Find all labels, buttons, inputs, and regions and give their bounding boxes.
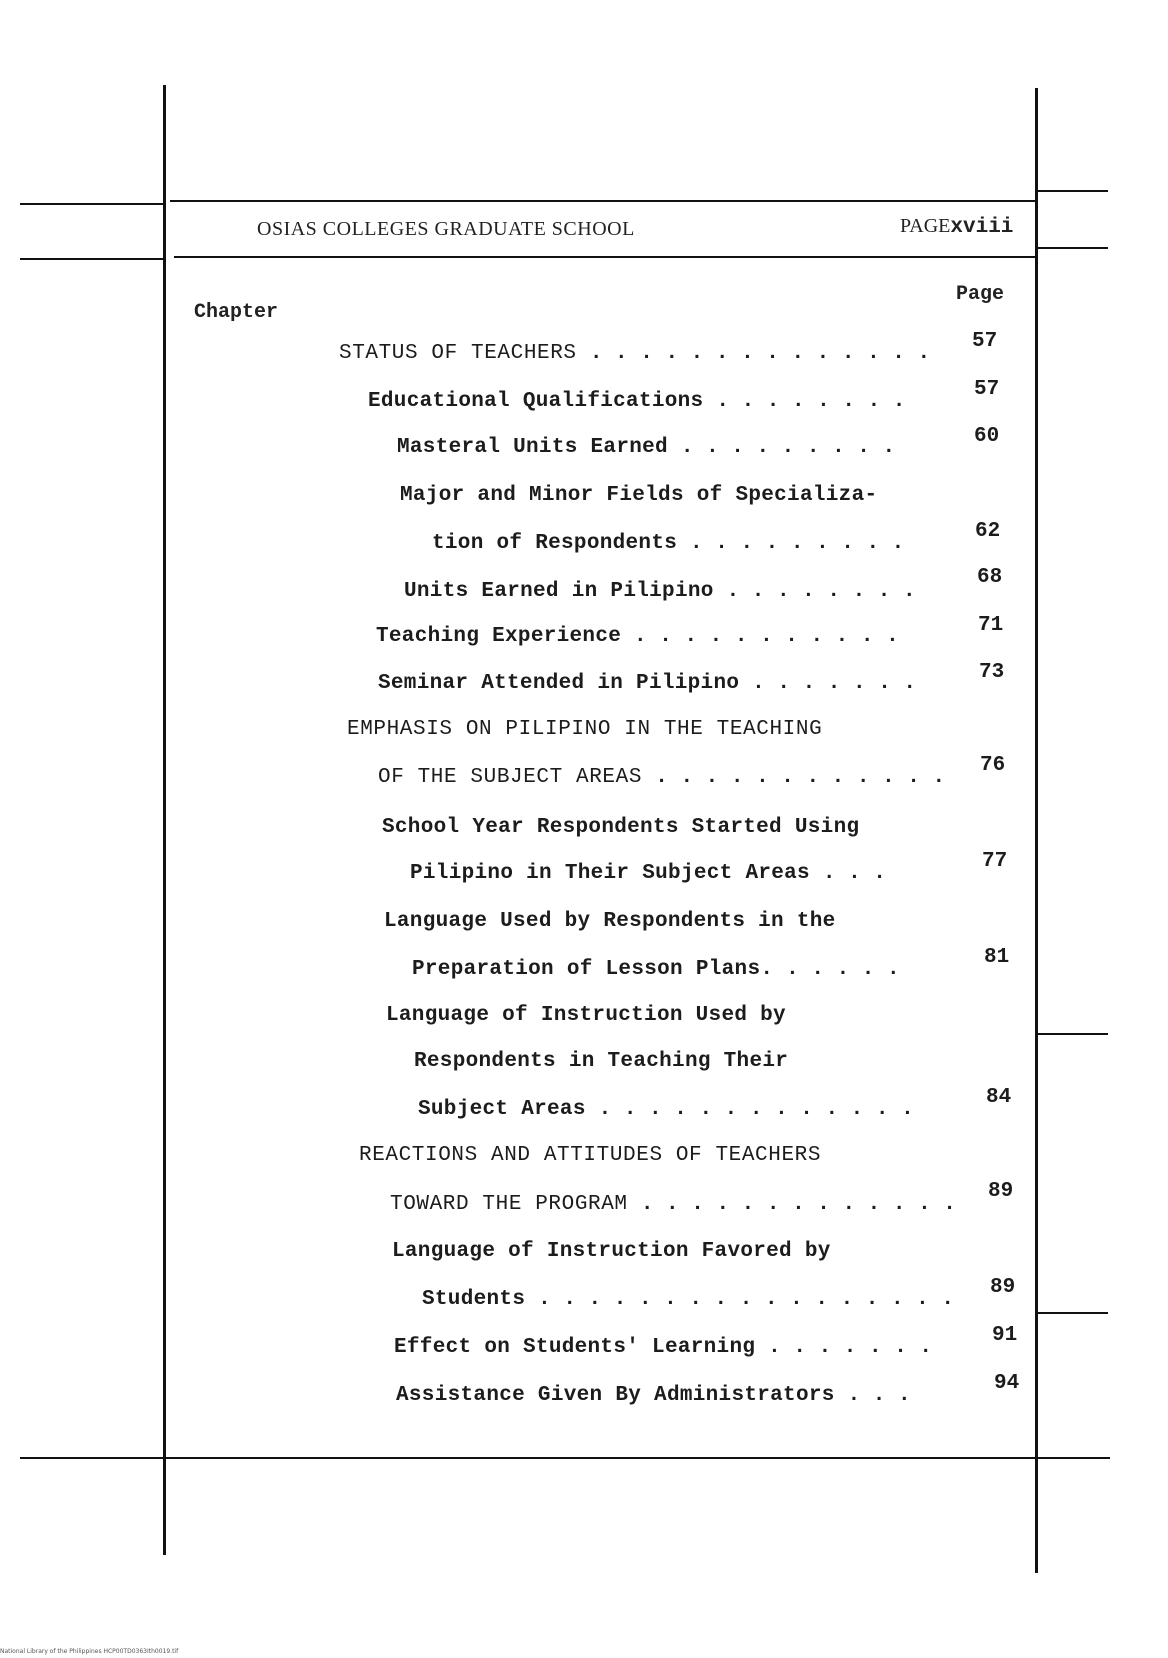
toc-entry: OF THE SUBJECT AREAS . . . . . . . . . . . . [378,766,946,789]
toc-page-number: 89 [988,1180,1014,1203]
institution-header: OSIAS COLLEGES GRADUATE SCHOOL [257,218,635,240]
toc-entry: tion of Respondents . . . . . . . . . [432,532,905,555]
outer-rule-right-mid [1038,1033,1108,1035]
toc-page-number: 71 [978,614,1004,637]
toc-page-number: 73 [979,661,1005,684]
toc-entry: Educational Qualifications . . . . . . . . [368,390,906,413]
toc-entry: Subject Areas . . . . . . . . . . . . . [418,1098,914,1121]
toc-page-number: 68 [977,566,1003,589]
outer-rule-left-bottom [20,258,163,260]
toc-entry: Language of Instruction Used by [386,1004,786,1027]
header-top-rule [170,200,1035,202]
outer-rule-right-lower [1038,1312,1108,1314]
toc-entry: Masteral Units Earned . . . . . . . . . [397,436,896,459]
toc-entry: Teaching Experience . . . . . . . . . . . [376,625,899,648]
header-bottom-rule [174,256,1036,258]
page-label: PAGE [900,215,951,237]
toc-page-number: 81 [984,946,1010,969]
toc-entry: EMPHASIS ON PILIPINO IN THE TEACHING [347,718,823,741]
toc-page-number: 62 [975,520,1001,543]
toc-page-number: 94 [994,1372,1020,1395]
toc-entry: Seminar Attended in Pilipino . . . . . . . [378,672,916,695]
toc-entry: Effect on Students' Learning . . . . . . . [394,1336,932,1359]
page-header [900,215,1013,239]
bottom-rule [20,1457,1110,1459]
toc-entry: Language Used by Respondents in the [384,910,836,933]
toc-entry: TOWARD THE PROGRAM . . . . . . . . . . . . . [390,1193,956,1216]
scan-source-note: National Library of the Philippines HCP00TD0363Ith0019.tif [0,1648,179,1655]
outer-rule-left-top [20,203,163,205]
toc-entry: Pilipino in Their Subject Areas . . . [410,862,886,885]
chapter-column-heading: Chapter [194,301,279,324]
page-number: xviii [950,216,1014,239]
toc-entry: Units Earned in Pilipino . . . . . . . . [404,580,916,603]
page-column-heading: Page [956,283,1005,306]
toc-entry: Preparation of Lesson Plans. . . . . . [412,958,900,981]
toc-entry: Language of Instruction Favored by [392,1240,831,1263]
toc-entry: School Year Respondents Started Using [382,816,860,839]
toc-page-number: 77 [982,850,1008,873]
outer-rule-right-bottom [1038,247,1108,249]
toc-page-number: 57 [974,378,1000,401]
outer-rule-right-top [1038,190,1108,192]
toc-entry: Respondents in Teaching Their [414,1050,789,1073]
toc-page-number: 57 [972,330,998,353]
toc-page-number: 84 [986,1086,1012,1109]
left-margin-rule [163,85,166,1555]
right-margin-rule [1035,88,1038,1573]
toc-page-number: 91 [992,1324,1018,1347]
toc-page-number: 76 [980,754,1006,777]
toc-entry: Assistance Given By Administrators . . . [396,1384,911,1407]
toc-entry: REACTIONS AND ATTITUDES OF TEACHERS [359,1144,822,1167]
toc-page-number: 89 [990,1276,1016,1299]
toc-page-number: 60 [974,425,1000,448]
toc-entry: STATUS OF TEACHERS . . . . . . . . . . . . . . [339,342,931,365]
toc-entry: Students . . . . . . . . . . . . . . . . . [422,1288,954,1311]
toc-entry: Major and Minor Fields of Specializa- [400,484,878,507]
